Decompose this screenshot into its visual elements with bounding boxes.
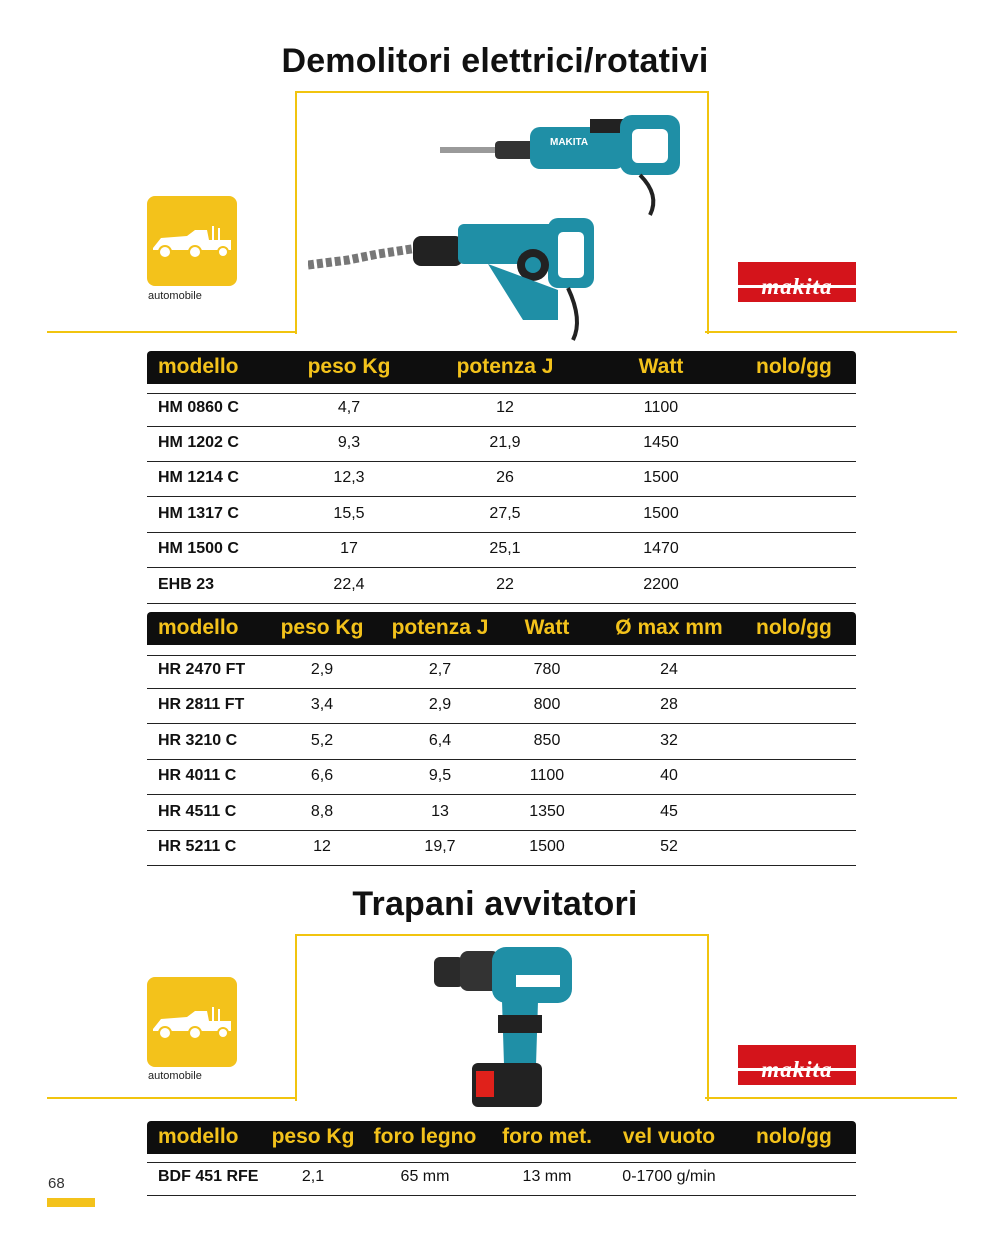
energy-cell: 9,5 bbox=[428, 767, 452, 784]
table2-header bbox=[147, 612, 856, 645]
table-row bbox=[147, 1160, 856, 1196]
watt-cell: 2200 bbox=[643, 576, 679, 593]
watt-cell: 1100 bbox=[529, 767, 565, 784]
model-cell: HM 1214 C bbox=[158, 469, 239, 486]
badge-label: automobile bbox=[148, 1070, 202, 1082]
table-row bbox=[147, 426, 856, 462]
divider-line-right bbox=[705, 1097, 957, 1099]
energy-cell: 25,1 bbox=[489, 540, 521, 557]
makita-logo bbox=[738, 1045, 856, 1085]
col-header: foro met. bbox=[502, 1125, 592, 1148]
model-cell: HR 3210 C bbox=[158, 732, 238, 749]
model-cell: HR 5211 C bbox=[158, 838, 237, 855]
table-row bbox=[147, 568, 856, 604]
model-cell: EHB 23 bbox=[158, 576, 215, 593]
col-header: peso Kg bbox=[280, 616, 364, 639]
svg-text:MAKITA: MAKITA bbox=[550, 137, 589, 148]
weight-cell: 17 bbox=[340, 540, 358, 557]
model-cell: HR 2470 FT bbox=[158, 661, 246, 678]
watt-cell: 1470 bbox=[643, 540, 679, 557]
brand-name: makita bbox=[761, 1057, 833, 1082]
demolition-hammer-image bbox=[440, 105, 690, 220]
table1-header bbox=[147, 351, 856, 384]
col-header: nolo/gg bbox=[756, 1125, 832, 1148]
model-cell: BDF 451 RFE bbox=[158, 1168, 259, 1185]
table-row bbox=[147, 461, 856, 497]
col-header: vel vuoto bbox=[622, 1125, 716, 1148]
table3-header bbox=[147, 1121, 856, 1154]
weight-cell: 3,4 bbox=[310, 696, 334, 713]
divider-line-right bbox=[705, 331, 957, 333]
makita-logo bbox=[738, 262, 856, 302]
section-title-trapani: Trapani avvitatori bbox=[352, 885, 638, 923]
metal-hole-cell: 13 mm bbox=[522, 1168, 572, 1185]
table-row bbox=[147, 759, 856, 795]
model-cell: HR 2811 FT bbox=[158, 696, 245, 713]
energy-cell: 2,9 bbox=[428, 696, 452, 713]
page-accent-bar bbox=[47, 1198, 95, 1207]
diameter-cell: 32 bbox=[660, 732, 678, 749]
table-row bbox=[147, 653, 856, 689]
automobile-badge bbox=[147, 977, 237, 1067]
col-header: nolo/gg bbox=[756, 355, 832, 378]
diameter-cell: 28 bbox=[660, 696, 678, 713]
table-row bbox=[147, 795, 856, 831]
diameter-cell: 24 bbox=[660, 661, 678, 678]
table-row bbox=[147, 724, 856, 760]
speed-cell: 0-1700 g/min bbox=[622, 1168, 716, 1185]
table-row bbox=[147, 830, 856, 866]
col-header: foro legno bbox=[373, 1125, 477, 1148]
automobile-badge bbox=[147, 196, 237, 286]
weight-cell: 2,1 bbox=[301, 1168, 325, 1185]
energy-cell: 13 bbox=[431, 803, 449, 820]
car-trailer-icon bbox=[147, 196, 237, 286]
page-number: 68 bbox=[48, 1175, 65, 1192]
watt-cell: 1500 bbox=[643, 469, 679, 486]
energy-cell: 26 bbox=[496, 469, 514, 486]
car-trailer-icon bbox=[147, 977, 237, 1067]
divider-line-left bbox=[47, 1097, 297, 1099]
col-header: peso Kg bbox=[271, 1125, 355, 1148]
energy-cell: 21,9 bbox=[489, 434, 521, 451]
watt-cell: 1350 bbox=[529, 803, 565, 820]
watt-cell: 1500 bbox=[643, 505, 679, 522]
model-cell: HM 1202 C bbox=[158, 434, 239, 451]
col-header: modello bbox=[158, 616, 239, 639]
table-row bbox=[147, 497, 856, 533]
col-header: nolo/gg bbox=[756, 616, 832, 639]
col-header: Watt bbox=[638, 355, 684, 378]
energy-cell: 2,7 bbox=[428, 661, 452, 678]
col-header: Watt bbox=[524, 616, 570, 639]
weight-cell: 5,2 bbox=[310, 732, 334, 749]
weight-cell: 9,3 bbox=[337, 434, 361, 451]
model-cell: HM 0860 C bbox=[158, 399, 239, 416]
energy-cell: 6,4 bbox=[428, 732, 452, 749]
section-title-demolitori: Demolitori elettrici/rotativi bbox=[281, 42, 709, 80]
brand-name: makita bbox=[761, 274, 833, 299]
diameter-cell: 45 bbox=[660, 803, 678, 820]
col-header: potenza J bbox=[456, 355, 554, 378]
model-cell: HM 1500 C bbox=[158, 540, 239, 557]
energy-cell: 12 bbox=[496, 399, 514, 416]
watt-cell: 1500 bbox=[529, 838, 565, 855]
col-header: potenza J bbox=[391, 616, 489, 639]
weight-cell: 6,6 bbox=[310, 767, 334, 784]
table-row bbox=[147, 391, 856, 427]
table-row bbox=[147, 688, 856, 724]
watt-cell: 780 bbox=[533, 661, 561, 678]
watt-cell: 1450 bbox=[643, 434, 679, 451]
col-header: modello bbox=[158, 1125, 239, 1148]
model-cell: HM 1317 C bbox=[158, 505, 239, 522]
weight-cell: 12,3 bbox=[333, 469, 365, 486]
col-header: peso Kg bbox=[307, 355, 391, 378]
weight-cell: 22,4 bbox=[333, 576, 365, 593]
weight-cell: 4,7 bbox=[337, 399, 361, 416]
badge-label: automobile bbox=[148, 290, 202, 302]
model-cell: HR 4011 C bbox=[158, 767, 237, 784]
weight-cell: 2,9 bbox=[310, 661, 334, 678]
watt-cell: 800 bbox=[533, 696, 561, 713]
energy-cell: 27,5 bbox=[489, 505, 521, 522]
weight-cell: 12 bbox=[313, 838, 331, 855]
col-header: Ø max mm bbox=[615, 616, 723, 639]
rotary-hammer-image bbox=[308, 210, 608, 345]
cordless-drill-image bbox=[432, 945, 577, 1110]
energy-cell: 19,7 bbox=[424, 838, 456, 855]
divider-line-left bbox=[47, 331, 297, 333]
watt-cell: 850 bbox=[533, 732, 561, 749]
energy-cell: 22 bbox=[496, 576, 514, 593]
diameter-cell: 52 bbox=[660, 838, 678, 855]
weight-cell: 8,8 bbox=[310, 803, 334, 820]
diameter-cell: 40 bbox=[660, 767, 678, 784]
wood-hole-cell: 65 mm bbox=[400, 1168, 450, 1185]
weight-cell: 15,5 bbox=[333, 505, 365, 522]
table-row bbox=[147, 532, 856, 568]
watt-cell: 1100 bbox=[643, 399, 679, 416]
model-cell: HR 4511 C bbox=[158, 803, 237, 820]
col-header: modello bbox=[158, 355, 239, 378]
